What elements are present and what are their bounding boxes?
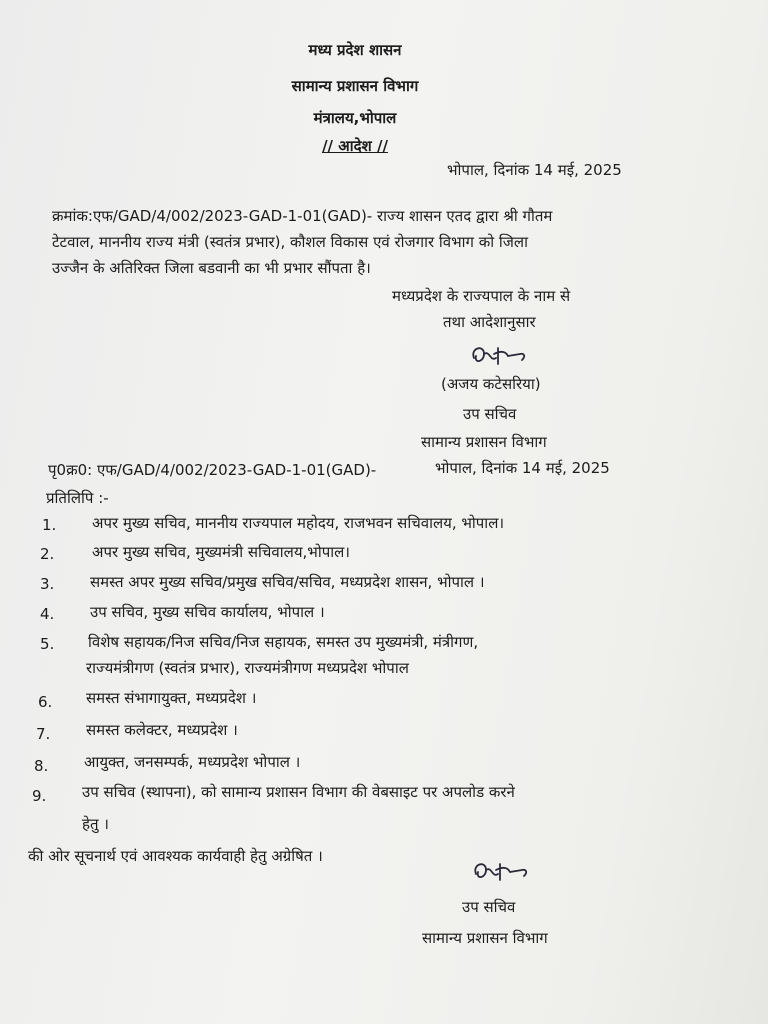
header-order: // आदेश // bbox=[322, 137, 388, 155]
footer-department: सामान्य प्रशासन विभाग bbox=[422, 929, 548, 947]
list-item-continuation: राज्यमंत्रीगण (स्वतंत्र प्रभार), राज्यमंत्रीगण मध्यप्रदेश भोपाल bbox=[86, 659, 409, 677]
list-item-number: 4. bbox=[40, 605, 55, 623]
list-item-number: 3. bbox=[40, 575, 55, 593]
header-department: सामान्य प्रशासन विभाग bbox=[291, 77, 419, 95]
footer-designation: उप सचिव bbox=[462, 898, 516, 916]
list-item-number: 7. bbox=[36, 725, 51, 743]
endorsement-number: पृ0क्र0: एफ/GAD/4/002/2023-GAD-1-01(GAD)- bbox=[48, 461, 377, 479]
list-item-number: 8. bbox=[34, 757, 49, 775]
signature-mark bbox=[468, 340, 530, 374]
list-item: समस्त कलेक्टर, मध्यप्रदेश । bbox=[86, 721, 238, 739]
list-item-number: 5. bbox=[40, 635, 55, 653]
order-body-line-1: क्रमांक:एफ/GAD/4/002/2023-GAD-1-01(GAD)- राज्य शासन एतद द्वारा श्री गौतम bbox=[52, 207, 553, 225]
copy-to-label: प्रतिलिपि :- bbox=[46, 489, 109, 507]
list-item: अपर मुख्य सचिव, माननीय राज्यपाल महोदय, राजभवन सचिवालय, भोपाल। bbox=[92, 514, 505, 532]
order-body-line-3: उज्जैन के अतिरिक्त जिला बडवानी का भी प्रभार सौंपता है। bbox=[52, 259, 371, 277]
list-item-number: 1. bbox=[42, 516, 57, 534]
list-item-continuation: हेतु । bbox=[82, 815, 109, 833]
endorsement-date: भोपाल, दिनांक 14 मई, 2025 bbox=[435, 459, 610, 477]
signatory-name: (अजय कटेसरिया) bbox=[441, 375, 541, 393]
closing-text: की ओर सूचनार्थ एवं आवश्यक कार्यवाही हेतु अग्रेषित । bbox=[28, 847, 323, 865]
order-body-line-2: टेटवाल, माननीय राज्य मंत्री (स्वतंत्र प्रभार), कौशल विकास एवं रोजगार विभाग को जिला bbox=[52, 233, 528, 251]
signatory-department: सामान्य प्रशासन विभाग bbox=[421, 433, 547, 451]
list-item: समस्त अपर मुख्य सचिव/प्रमुख सचिव/सचिव, मध्यप्रदेश शासन, भोपाल । bbox=[90, 573, 485, 591]
list-item: समस्त संभागायुक्त, मध्यप्रदेश । bbox=[86, 689, 257, 707]
list-item-number: 9. bbox=[32, 787, 47, 805]
list-item: अपर मुख्य सचिव, मुख्यमंत्री सचिवालय,भोपाल। bbox=[92, 543, 350, 561]
order-date: भोपाल, दिनांक 14 मई, 2025 bbox=[447, 161, 622, 179]
list-item: विशेष सहायक/निज सचिव/निज सहायक, समस्त उप मुख्यमंत्री, मंत्रीगण, bbox=[88, 633, 479, 651]
header-location: मंत्रालय,भोपाल bbox=[313, 109, 397, 127]
header-government: मध्य प्रदेश शासन bbox=[308, 41, 402, 59]
list-item: उप सचिव, मुख्य सचिव कार्यालय, भोपाल । bbox=[90, 603, 325, 621]
list-item: उप सचिव (स्थापना), को सामान्य प्रशासन विभाग की वेबसाइट पर अपलोड करने bbox=[82, 783, 515, 801]
list-item: आयुक्त, जनसम्पर्क, मध्यप्रदेश भोपाल । bbox=[84, 753, 301, 771]
signature-mark bbox=[470, 858, 532, 890]
authority-line-1: मध्यप्रदेश के राज्यपाल के नाम से bbox=[392, 287, 571, 305]
list-item-number: 2. bbox=[40, 545, 55, 563]
list-item-number: 6. bbox=[38, 693, 53, 711]
signatory-designation: उप सचिव bbox=[463, 405, 517, 423]
authority-line-2: तथा आदेशानुसार bbox=[443, 313, 536, 331]
